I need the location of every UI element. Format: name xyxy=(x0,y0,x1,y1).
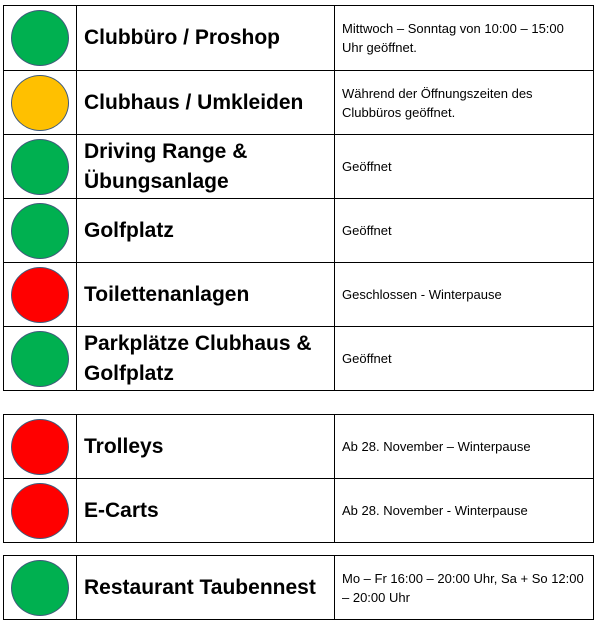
status-row xyxy=(4,327,594,391)
status-row xyxy=(4,556,594,620)
facility-name: Parkplätze Clubhaus & Golfplatz xyxy=(77,327,335,391)
facility-status-table-restaurant xyxy=(3,555,594,620)
facility-info: Mo – Fr 16:00 – 20:00 Uhr, Sa + So 12:00 – 20:00 Uhr xyxy=(335,556,594,620)
facility-status-table-carts xyxy=(3,414,594,543)
facility-info: Geöffnet xyxy=(335,199,594,263)
status-row xyxy=(4,135,594,199)
facility-name: Trolleys xyxy=(77,415,335,479)
facility-name: Clubbüro / Proshop xyxy=(77,6,335,71)
facility-info: Geöffnet xyxy=(335,327,594,391)
facility-info: Geschlossen - Winterpause xyxy=(335,263,594,327)
facility-name: Restaurant Taubennest xyxy=(77,556,335,620)
facility-info: Ab 28. November - Winterpause xyxy=(335,479,594,543)
status-row xyxy=(4,263,594,327)
status-row xyxy=(4,6,594,71)
facility-name: E-Carts xyxy=(77,479,335,543)
status-row xyxy=(4,479,594,543)
status-row xyxy=(4,71,594,135)
status-row xyxy=(4,415,594,479)
facility-name: Toilettenanlagen xyxy=(77,263,335,327)
facility-status-table-main xyxy=(3,5,594,391)
facility-name: Golfplatz xyxy=(77,199,335,263)
status-light-red-icon xyxy=(11,419,69,475)
facility-info: Mittwoch – Sonntag von 10:00 – 15:00 Uhr geöffnet. xyxy=(335,6,594,71)
status-light-green-icon xyxy=(11,10,69,66)
facility-info: Geöffnet xyxy=(335,135,594,199)
status-light-green-icon xyxy=(11,203,69,259)
status-row xyxy=(4,199,594,263)
status-light-red-icon xyxy=(11,267,69,323)
status-light-red-icon xyxy=(11,483,69,539)
status-light-green-icon xyxy=(11,331,69,387)
status-light-green-icon xyxy=(11,560,69,616)
facility-info: Während der Öffnungszeiten des Clubbüros geöffnet. xyxy=(335,71,594,135)
facility-name: Driving Range & Übungsanlage xyxy=(77,135,335,199)
status-light-yellow-icon xyxy=(11,75,69,131)
facility-info: Ab 28. November – Winterpause xyxy=(335,415,594,479)
facility-name: Clubhaus / Umkleiden xyxy=(77,71,335,135)
status-light-green-icon xyxy=(11,139,69,195)
